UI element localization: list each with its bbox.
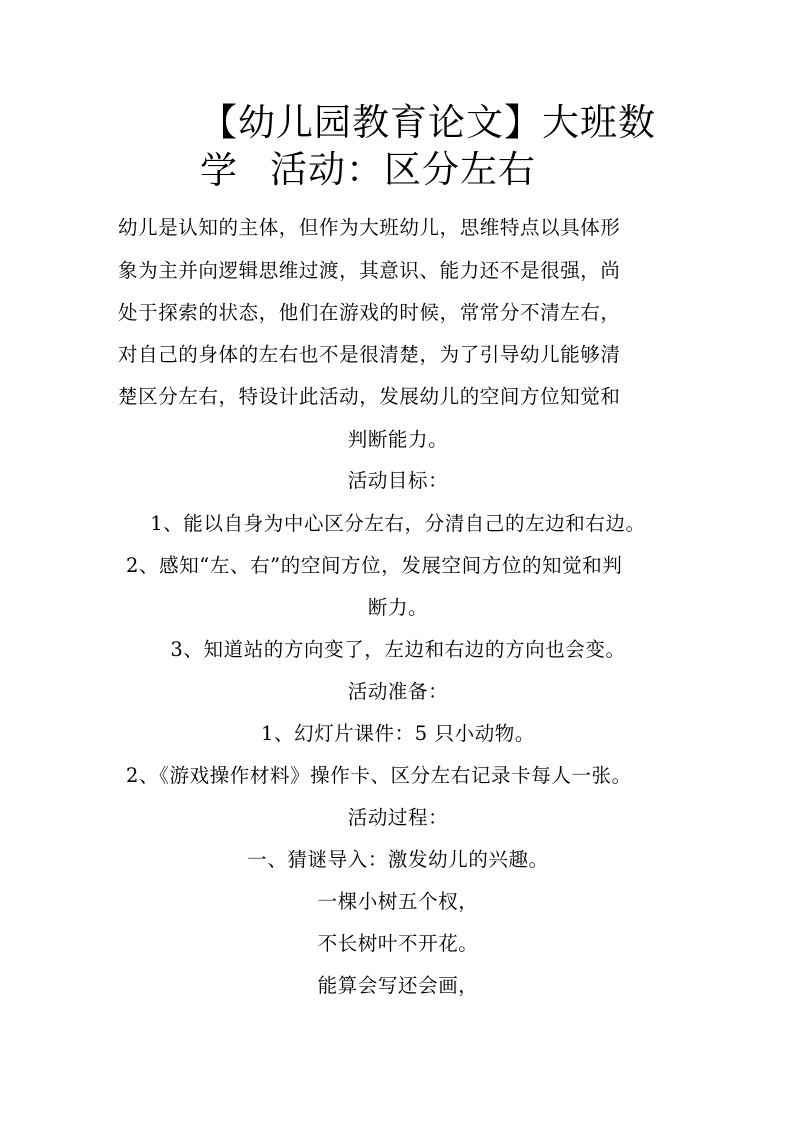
- goal-item-2: 2、感知“左、右”的空间方位，发展空间方位的知觉和判: [126, 554, 623, 577]
- riddle-line-2: 不长树叶不开花。: [317, 932, 479, 955]
- prep-item-2: 2、《游戏操作材料》操作卡、区分左右记录卡每人一张。: [126, 764, 632, 787]
- intro-line-6: 判断能力。: [347, 428, 449, 451]
- process-heading: 活动过程：: [347, 806, 449, 829]
- goals-heading: 活动目标：: [347, 469, 449, 492]
- intro-line-1: 幼儿是认知的主体，但作为大班幼儿，思维特点以具体形: [118, 216, 621, 239]
- intro-line-3: 处于探索的状态，他们在游戏的时候，常常分不清左右，: [118, 301, 621, 324]
- riddle-line-3: 能算会写还会画，: [317, 974, 479, 997]
- intro-line-5: 楚区分左右，特设计此活动，发展幼儿的空间方位知觉和: [118, 385, 621, 408]
- prep-item-1: 1、幻灯片课件：5 只小动物。: [260, 722, 535, 745]
- riddle-line-1: 一棵小树五个杈，: [317, 890, 479, 913]
- document-title-line-1: 【幼儿园教育论文】大班数学: [200, 101, 656, 192]
- prep-heading: 活动准备：: [347, 680, 449, 703]
- document-title-line-2: 活动：区分左右: [270, 148, 536, 191]
- goal-item-1: 1、能以自身为中心区分左右，分清自己的左边和右边。: [150, 512, 646, 535]
- goal-item-3: 3、知道站的方向变了，左边和右边的方向也会变。: [170, 638, 626, 661]
- intro-line-4: 对自己的身体的左右也不是很清楚，为了引导幼儿能够清: [118, 343, 621, 366]
- process-step-1: 一、猜谜导入：激发幼儿的兴趣。: [247, 848, 549, 871]
- goal-item-2-continued: 断力。: [367, 596, 429, 619]
- intro-line-2: 象为主并向逻辑思维过渡，其意识、能力还不是很强，尚: [118, 259, 621, 282]
